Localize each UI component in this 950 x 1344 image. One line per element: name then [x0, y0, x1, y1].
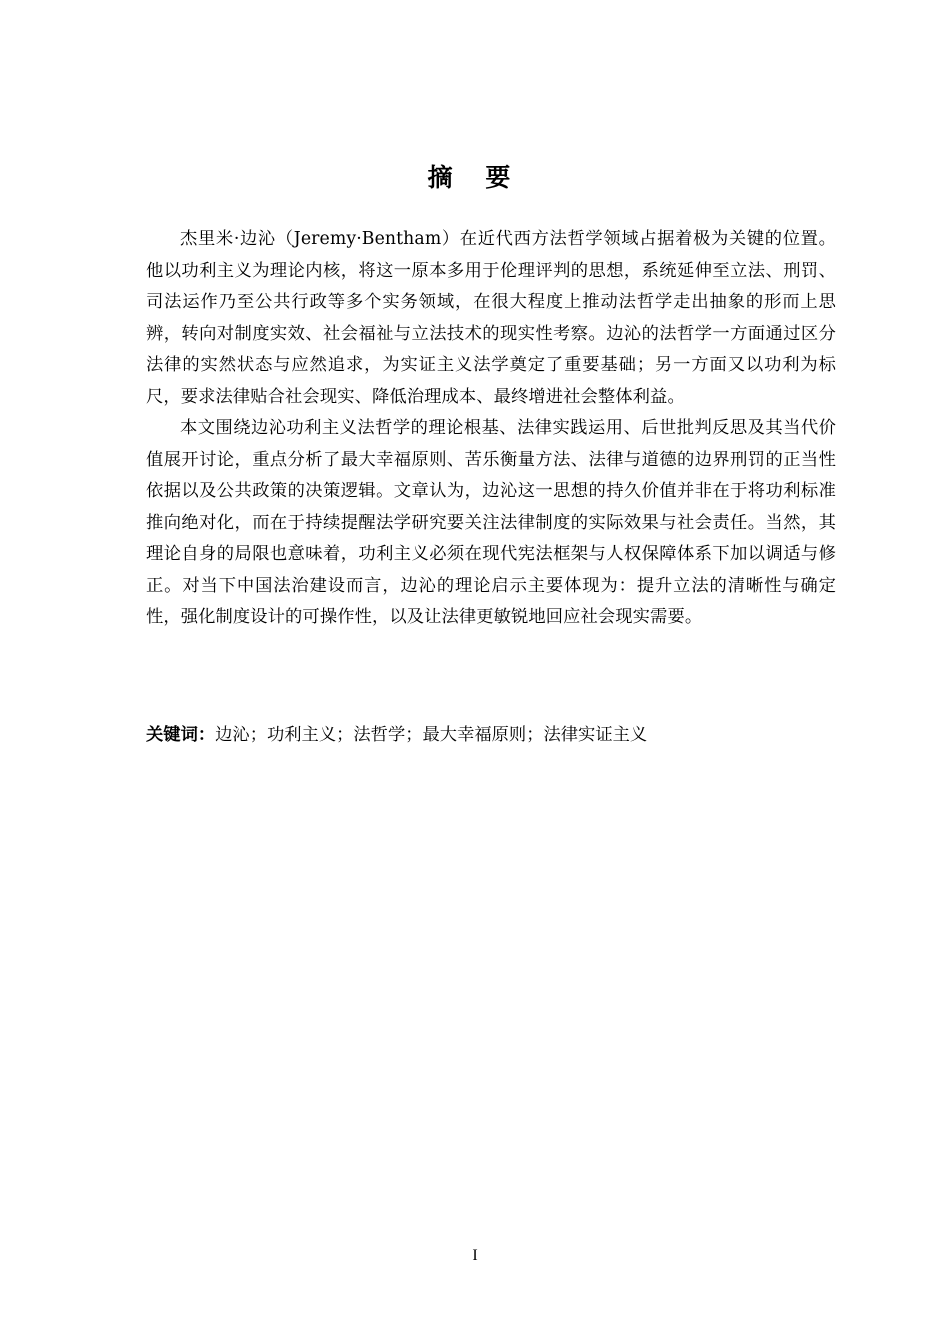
- keywords-text: 边沁；功利主义；法哲学；最大幸福原则；法律实证主义: [215, 725, 648, 745]
- abstract-paragraph-2: 本文围绕边沁功利主义法哲学的理论根基、法律实践运用、后世批判反思及其当代价值展开讨论，重点分析了最大幸福原则、苦乐衡量方法、法律与道德的边界刑罚的正当性依据以及公共政策的决策逻辑。文章认为，边沁这一思想的持久价值并非在于将功利标准推向绝对化，而在于持续提醒法学研究要关注法律制度的实际效果与社会责任。当然，其理论自身的局限也意味着，功利主义必须在现代宪法框架与人权保障体系下加以调适与修正。对当下中国法治建设而言，边沁的理论启示主要体现为：提升立法的清晰性与确定性，强化制度设计的可操作性，以及让法律更敏锐地回应社会现实需要。: [146, 418, 836, 627]
- keywords-label: 关键词：: [146, 725, 216, 745]
- keywords-line: [146, 720, 836, 751]
- page-number: I: [472, 1247, 478, 1264]
- page-title: 摘 要: [427, 163, 523, 192]
- abstract-body: [146, 224, 836, 634]
- abstract-paragraph-1: 杰里米·边沁（Jeremy·Bentham）在近代西方法哲学领域占据着极为关键的位置。他以功利主义为理论内核，将这一原本多用于伦理评判的思想，系统延伸至立法、刑罚、司法运作乃至公共行政等多个实务领域，在很大程度上推动法哲学走出抽象的形而上思辨，转向对制度实效、社会福祉与立法技术的现实性考察。边沁的法哲学一方面通过区分法律的实然状态与应然追求，为实证主义法学奠定了重要基础；另一方面又以功利为标尺，要求法律贴合社会现实、降低治理成本、最终增进社会整体利益。: [146, 229, 836, 407]
